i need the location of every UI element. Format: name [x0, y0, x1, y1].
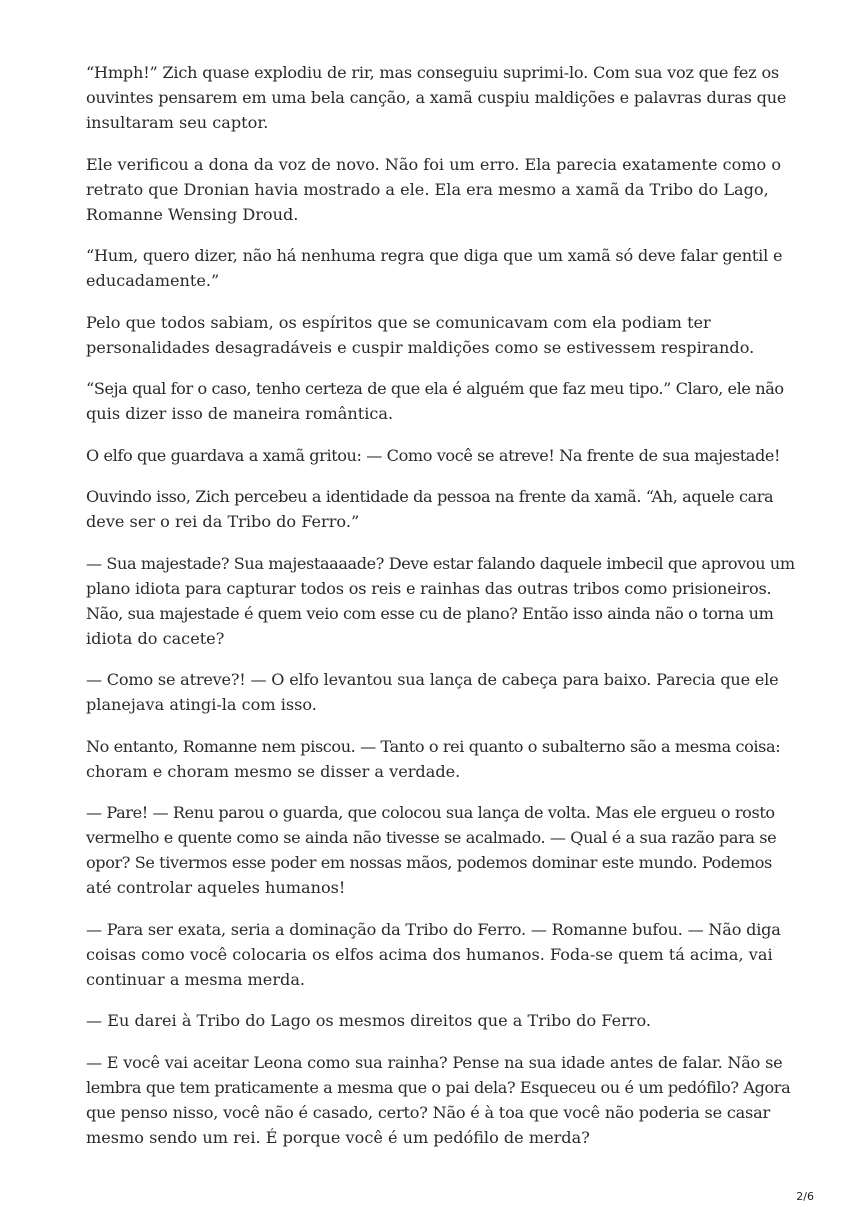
text-line: coisas como você colocaria os elfos acima dos humanos. Foda-se quem tá acima, vai [86, 944, 773, 964]
paragraph [86, 1050, 791, 1150]
text-line: retrato que Dronian havia mostrado a ele. Ela era mesmo a xamã da Tribo do Lago, [86, 179, 769, 199]
paragraph [86, 243, 786, 293]
text-line: idiota do cacete? [86, 628, 225, 648]
text-line: Romanne Wensing Droud. [86, 204, 299, 224]
text-line: — Como se atreve?! — O elfo levantou sua lança de cabeça para baixo. Parecia que ele [86, 670, 779, 689]
document-body [86, 60, 795, 1166]
text-line: educadamente.” [86, 271, 220, 290]
paragraph [86, 376, 786, 426]
text-line: quis dizer isso de maneira romântica. [86, 404, 394, 423]
text-line: continuar a mesma merda. [86, 969, 306, 989]
text-line: — Para ser exata, seria a dominação da Tribo do Ferro. — Romanne bufou. — Não diga [86, 919, 781, 939]
text-line: insultaram seu captor. [86, 113, 269, 132]
text-line: deve ser o rei da Tribo do Ferro.” [86, 512, 360, 531]
paragraph [86, 310, 786, 360]
text-line: Ele verificou a dona da voz de novo. Não foi um erro. Ela parecia exatamente como o [86, 154, 782, 174]
paragraph [86, 484, 786, 534]
paragraph [86, 443, 786, 468]
text-line: Ouvindo isso, Zich percebeu a identidade da pessoa na frente da xamã. “Ah, aquele cara [86, 487, 774, 506]
page-number: 2/6 [796, 1190, 814, 1203]
text-line: personalidades desagradáveis e cuspir maldições como se estivessem respirando. [86, 337, 755, 357]
text-line: Não, sua majestade é quem veio com esse cu de plano? Então isso ainda não o torna um [86, 603, 774, 623]
text-line: “Hum, quero dizer, não há nenhuma regra que diga que um xamã só deve falar gentil e [86, 246, 783, 265]
text-line: — Sua majestade? Sua majestaaaade? Deve estar falando daquele imbecil que aprovou um [86, 553, 795, 573]
text-line: plano idiota para capturar todos os reis e rainhas das outras tribos como prisioneiros. [86, 578, 772, 598]
text-line: — Pare! — Renu parou o guarda, que colocou sua lança de volta. Mas ele ergueu o rosto [86, 803, 775, 822]
text-line: que penso nisso, você não é casado, certo? Não é à toa que você não poderia se casar [86, 1102, 771, 1122]
text-line: Pelo que todos sabiam, os espíritos que se comunicavam com ela podiam ter [86, 312, 711, 332]
text-line: O elfo que guardava a xamã gritou: — Como você se atreve! Na frente de sua majestade! [86, 445, 781, 465]
text-line: opor? Se tivermos esse poder em nossas mãos, podemos dominar este mundo. Podemos [86, 853, 772, 872]
paragraph [86, 152, 786, 227]
text-line: lembra que tem praticamente a mesma que o pai dela? Esqueceu ou é um pedófilo? Agora [86, 1077, 791, 1097]
text-line: até controlar aqueles humanos! [86, 878, 346, 897]
text-line: planejava atingi-la com isso. [86, 695, 317, 714]
text-line: ouvintes pensarem em uma bela canção, a xamã cuspiu maldições e palavras duras que [86, 88, 787, 107]
text-line: choram e choram mesmo se disser a verdade. [86, 761, 461, 781]
text-line: “Seja qual for o caso, tenho certeza de que ela é alguém que faz meu tipo.” Claro, ele não [86, 379, 784, 398]
text-line: — E você vai aceitar Leona como sua rainha? Pense na sua idade antes de falar. Não se [86, 1052, 783, 1072]
paragraph [86, 734, 786, 784]
paragraph [86, 551, 795, 651]
text-line: — Eu darei à Tribo do Lago os mesmos direitos que a Tribo do Ferro. [86, 1011, 652, 1030]
paragraph [86, 60, 786, 135]
text-line: vermelho e quente como se ainda não tivesse se acalmado. — Qual é a sua razão para se [86, 828, 777, 847]
paragraph [86, 1008, 786, 1033]
paragraph [86, 667, 786, 717]
text-line: “Hmph!” Zich quase explodiu de rir, mas conseguiu suprimi-lo. Com sua voz que fez os [86, 63, 779, 82]
paragraph [86, 800, 786, 900]
text-line: mesmo sendo um rei. É porque você é um pedófilo de merda? [86, 1127, 590, 1147]
paragraph [86, 917, 786, 992]
text-line: No entanto, Romanne nem piscou. — Tanto o rei quanto o subalterno são a mesma coisa: [86, 736, 781, 756]
